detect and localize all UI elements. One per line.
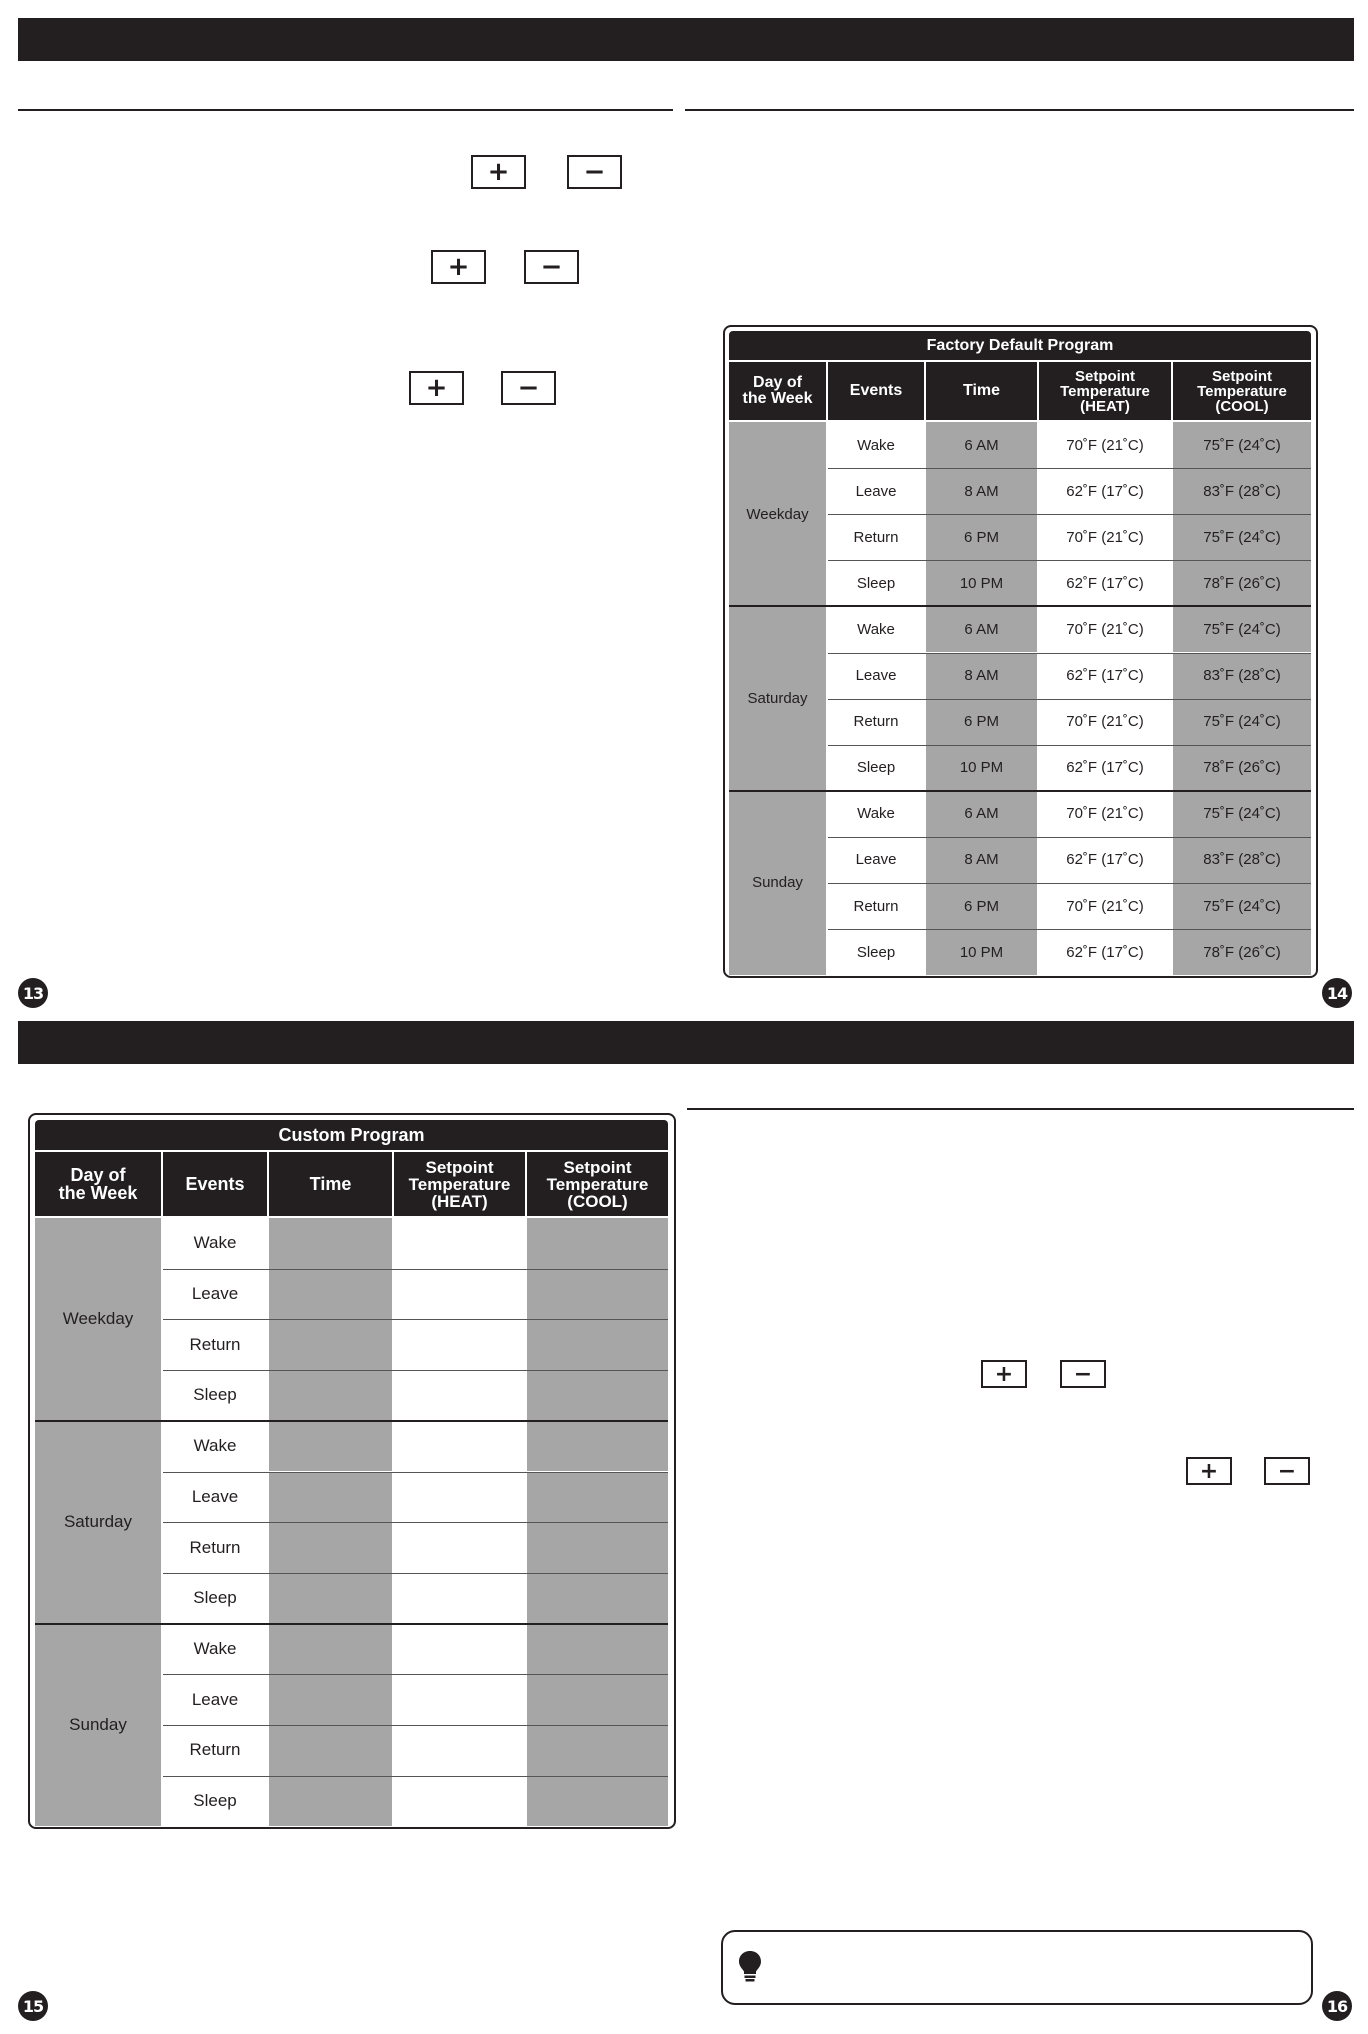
plus-button-2[interactable]: + <box>431 250 486 284</box>
custom_table-weekday-event-1: Leave <box>163 1269 267 1320</box>
custom_table-header-4: Setpoint Temperature (COOL) <box>527 1152 668 1216</box>
factory_table-weekday-heat-1: 62˚F (17˚C) <box>1039 468 1171 514</box>
factory_table-sunday-event-1: Leave <box>828 837 924 883</box>
factory_table-weekday-heat-0: 70˚F (21˚C) <box>1039 422 1171 468</box>
custom_table-saturday-cool-1 <box>527 1472 668 1523</box>
custom_table-saturday-cool-3 <box>527 1573 668 1624</box>
bottom-right-rule <box>687 1108 1354 1110</box>
factory_table-saturday-time-2: 6 PM <box>926 699 1037 745</box>
custom_table-saturday-event-0: Wake <box>163 1421 267 1472</box>
factory_table-sunday-time-3: 10 PM <box>926 929 1037 975</box>
custom_table-weekday-time-3 <box>269 1370 392 1421</box>
custom_table-weekday-time-0 <box>269 1218 392 1269</box>
custom_table-group-divider <box>35 1623 668 1625</box>
factory_table-sunday-cool-2: 75˚F (24˚C) <box>1173 883 1311 929</box>
plus-button-5[interactable]: + <box>1186 1457 1232 1485</box>
custom_table-saturday-event-1: Leave <box>163 1472 267 1523</box>
factory_table-row-divider <box>828 699 1311 700</box>
factory_table-saturday-cool-3: 78˚F (26˚C) <box>1173 745 1311 791</box>
custom_table-sunday-event-0: Wake <box>163 1624 267 1675</box>
factory_table-weekday-time-2: 6 PM <box>926 514 1037 560</box>
custom_table-weekday-cool-2 <box>527 1319 668 1370</box>
custom_table-saturday-event-2: Return <box>163 1522 267 1573</box>
factory_table-weekday-cool-2: 75˚F (24˚C) <box>1173 514 1311 560</box>
custom_table-weekday-time-2 <box>269 1319 392 1370</box>
factory_table-header-2: Time <box>926 362 1037 420</box>
factory_table-sunday-event-3: Sleep <box>828 929 924 975</box>
factory_table-saturday-heat-3: 62˚F (17˚C) <box>1039 745 1171 791</box>
factory_table-saturday-cool-2: 75˚F (24˚C) <box>1173 699 1311 745</box>
custom_table-row-divider <box>163 1674 668 1675</box>
factory_table-sunday-time-1: 8 AM <box>926 837 1037 883</box>
factory_table-header-3: Setpoint Temperature (HEAT) <box>1039 362 1171 420</box>
custom_table-saturday-cool-2 <box>527 1522 668 1573</box>
page-number-16: 16 <box>1322 1991 1352 2021</box>
factory_table-saturday-event-3: Sleep <box>828 745 924 791</box>
custom_table-sunday-cool-0 <box>527 1624 668 1675</box>
factory_table-row-divider <box>828 514 1311 515</box>
custom_table-sunday-cool-2 <box>527 1725 668 1776</box>
custom_table-header-3: Setpoint Temperature (HEAT) <box>394 1152 525 1216</box>
factory_table-title: Factory Default Program <box>729 331 1311 360</box>
factory_table-saturday-cool-0: 75˚F (24˚C) <box>1173 606 1311 652</box>
custom_table-saturday-time-1 <box>269 1472 392 1523</box>
page-number-15: 15 <box>18 1991 48 2021</box>
factory_table-row-divider <box>828 468 1311 469</box>
factory_table-sunday-cool-3: 78˚F (26˚C) <box>1173 929 1311 975</box>
custom_table-sunday-heat-2 <box>394 1725 525 1776</box>
custom_table-title: Custom Program <box>35 1120 668 1150</box>
custom_table-header-1: Events <box>163 1152 267 1216</box>
custom_table-day-weekday: Weekday <box>35 1218 161 1421</box>
factory_table-sunday-heat-1: 62˚F (17˚C) <box>1039 837 1171 883</box>
custom_table-saturday-event-3: Sleep <box>163 1573 267 1624</box>
custom_table-header-0: Day of the Week <box>35 1152 161 1216</box>
custom_table-row-divider <box>163 1319 668 1320</box>
custom_table-day-saturday: Saturday <box>35 1421 161 1624</box>
factory_table-day-saturday: Saturday <box>729 606 826 790</box>
custom_table-weekday-heat-0 <box>394 1218 525 1269</box>
tip-box <box>721 1930 1313 2005</box>
factory_table-weekday-event-1: Leave <box>828 468 924 514</box>
factory_table-saturday-event-2: Return <box>828 699 924 745</box>
custom_table-day-sunday: Sunday <box>35 1624 161 1827</box>
custom_table-group-divider <box>35 1420 668 1422</box>
lightbulb-icon <box>737 1950 763 1984</box>
top-header-bar <box>18 18 1354 61</box>
minus-button-5[interactable]: − <box>1264 1457 1310 1485</box>
factory_table-day-sunday: Sunday <box>729 791 826 975</box>
factory_table-group-divider <box>729 605 1311 607</box>
minus-button-4[interactable]: − <box>1060 1360 1106 1388</box>
factory_table-weekday-cool-1: 83˚F (28˚C) <box>1173 468 1311 514</box>
custom_table-weekday-cool-3 <box>527 1370 668 1421</box>
factory_table-sunday-time-2: 6 PM <box>926 883 1037 929</box>
custom_table-header-2: Time <box>269 1152 392 1216</box>
factory_table-sunday-cool-1: 83˚F (28˚C) <box>1173 837 1311 883</box>
custom_table-sunday-event-3: Sleep <box>163 1776 267 1827</box>
custom_table-sunday-time-0 <box>269 1624 392 1675</box>
factory_table-sunday-event-2: Return <box>828 883 924 929</box>
custom_table-sunday-cool-3 <box>527 1776 668 1827</box>
custom_table-sunday-time-2 <box>269 1725 392 1776</box>
page-number-14: 14 <box>1322 978 1352 1008</box>
custom_table-sunday-time-1 <box>269 1674 392 1725</box>
factory_table-saturday-event-1: Leave <box>828 653 924 699</box>
plus-button-3[interactable]: + <box>409 371 464 405</box>
custom_table-weekday-heat-3 <box>394 1370 525 1421</box>
plus-button-1[interactable]: + <box>471 155 526 189</box>
custom_table-sunday-heat-1 <box>394 1674 525 1725</box>
custom_table-weekday-time-1 <box>269 1269 392 1320</box>
plus-button-4[interactable]: + <box>981 1360 1027 1388</box>
factory_table-weekday-time-1: 8 AM <box>926 468 1037 514</box>
factory_table-sunday-heat-3: 62˚F (17˚C) <box>1039 929 1171 975</box>
custom_table-row-divider <box>163 1472 668 1473</box>
custom_table-saturday-heat-1 <box>394 1472 525 1523</box>
factory_table-weekday-heat-2: 70˚F (21˚C) <box>1039 514 1171 560</box>
custom_table-sunday-heat-0 <box>394 1624 525 1675</box>
factory_table-row-divider <box>828 837 1311 838</box>
custom_table-weekday-event-2: Return <box>163 1319 267 1370</box>
custom_table-row-divider <box>163 1573 668 1574</box>
top-right-rule <box>685 109 1354 111</box>
custom_table-saturday-time-0 <box>269 1421 392 1472</box>
factory_table-saturday-time-1: 8 AM <box>926 653 1037 699</box>
factory_table-weekday-time-3: 10 PM <box>926 560 1037 606</box>
custom_table-row-divider <box>163 1269 668 1270</box>
factory_table-weekday-heat-3: 62˚F (17˚C) <box>1039 560 1171 606</box>
factory_table-row-divider <box>828 745 1311 746</box>
factory_table-row-divider <box>828 929 1311 930</box>
factory_table-row-divider <box>828 883 1311 884</box>
custom_table-saturday-time-2 <box>269 1522 392 1573</box>
factory_table-group-divider <box>729 790 1311 792</box>
factory_table-saturday-heat-2: 70˚F (21˚C) <box>1039 699 1171 745</box>
top-left-rule <box>18 109 673 111</box>
custom_table-saturday-heat-0 <box>394 1421 525 1472</box>
custom_table-saturday-time-3 <box>269 1573 392 1624</box>
minus-button-2[interactable]: − <box>524 250 579 284</box>
factory_table-header-1: Events <box>828 362 924 420</box>
factory_table-weekday-event-3: Sleep <box>828 560 924 606</box>
factory_table-header-4: Setpoint Temperature (COOL) <box>1173 362 1311 420</box>
factory_table-weekday-cool-0: 75˚F (24˚C) <box>1173 422 1311 468</box>
factory_table-saturday-event-0: Wake <box>828 606 924 652</box>
custom_table-sunday-event-2: Return <box>163 1725 267 1776</box>
factory_table-weekday-time-0: 6 AM <box>926 422 1037 468</box>
custom_table-row-divider <box>163 1370 668 1371</box>
middle-header-bar <box>18 1021 1354 1064</box>
custom_table-weekday-cool-1 <box>527 1269 668 1320</box>
factory_table-sunday-cool-0: 75˚F (24˚C) <box>1173 791 1311 837</box>
custom_table-weekday-event-0: Wake <box>163 1218 267 1269</box>
custom_table-weekday-cool-0 <box>527 1218 668 1269</box>
custom_table-sunday-time-3 <box>269 1776 392 1827</box>
factory_table-saturday-heat-1: 62˚F (17˚C) <box>1039 653 1171 699</box>
minus-button-1[interactable]: − <box>567 155 622 189</box>
custom_table-weekday-heat-1 <box>394 1269 525 1320</box>
factory_table-saturday-cool-1: 83˚F (28˚C) <box>1173 653 1311 699</box>
page-number-13: 13 <box>18 978 48 1008</box>
factory_table-weekday-event-2: Return <box>828 514 924 560</box>
custom_table-row-divider <box>163 1522 668 1523</box>
custom_table-sunday-heat-3 <box>394 1776 525 1827</box>
factory_table-sunday-event-0: Wake <box>828 791 924 837</box>
factory_table-sunday-heat-0: 70˚F (21˚C) <box>1039 791 1171 837</box>
minus-button-3[interactable]: − <box>501 371 556 405</box>
custom_table-weekday-heat-2 <box>394 1319 525 1370</box>
custom_table-row-divider <box>163 1776 668 1777</box>
custom_table-saturday-heat-2 <box>394 1522 525 1573</box>
factory_table-saturday-heat-0: 70˚F (21˚C) <box>1039 606 1171 652</box>
factory_table-saturday-time-3: 10 PM <box>926 745 1037 791</box>
custom_table-saturday-cool-0 <box>527 1421 668 1472</box>
factory_table-header-0: Day of the Week <box>729 362 826 420</box>
custom_table-sunday-event-1: Leave <box>163 1674 267 1725</box>
custom_table-weekday-event-3: Sleep <box>163 1370 267 1421</box>
factory_table-day-weekday: Weekday <box>729 422 826 606</box>
factory_table-sunday-heat-2: 70˚F (21˚C) <box>1039 883 1171 929</box>
custom_table-saturday-heat-3 <box>394 1573 525 1624</box>
factory_table-weekday-cool-3: 78˚F (26˚C) <box>1173 560 1311 606</box>
factory_table-row-divider <box>828 653 1311 654</box>
custom_table-sunday-cool-1 <box>527 1674 668 1725</box>
custom_table-row-divider <box>163 1725 668 1726</box>
factory_table-row-divider <box>828 560 1311 561</box>
factory_table-weekday-event-0: Wake <box>828 422 924 468</box>
factory_table-sunday-time-0: 6 AM <box>926 791 1037 837</box>
factory_table-saturday-time-0: 6 AM <box>926 606 1037 652</box>
